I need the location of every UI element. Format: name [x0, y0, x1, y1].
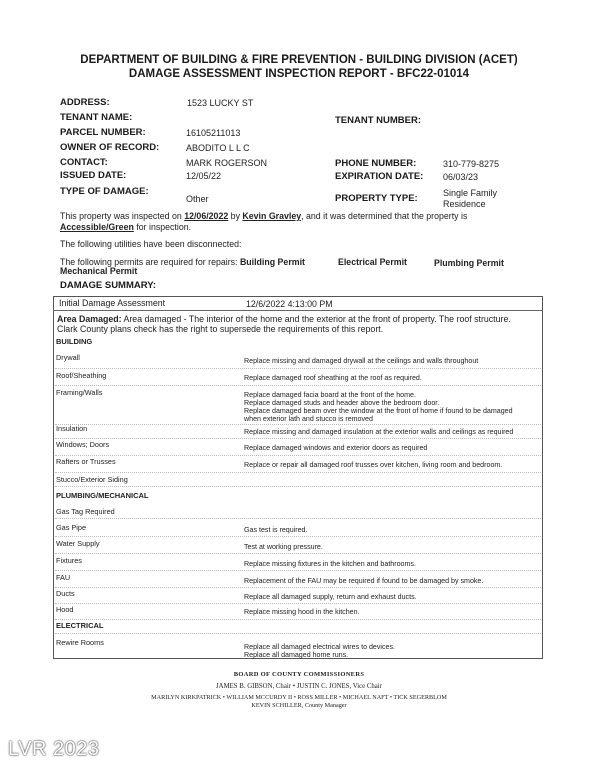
row-water-supply-desc: Test at working pressure. [244, 543, 323, 551]
row-roof-label: Roof/Sheathing [56, 371, 107, 380]
section-plumbing-mechanical: PLUMBING/MECHANICAL [56, 491, 149, 500]
assessment-datetime: 12/6/2022 4:13:00 PM [246, 299, 333, 309]
row-framing-desc-2: Replace damaged studs and header above the bedroom door. [244, 399, 440, 407]
row-fau-desc: Replacement of the FAU may be required if found to be damaged by smoke. [244, 577, 484, 585]
inspector-name: Kevin Gravley [242, 211, 302, 221]
parcel-number-value: 16105211013 [186, 128, 241, 138]
report-title-inspection: DAMAGE ASSESSMENT INSPECTION REPORT - BFC22-01014 [128, 68, 470, 80]
report-title-department: DEPARTMENT OF BUILDING & FIRE PREVENTION - BUILDING DIVISION (ACET) [80, 54, 518, 66]
row-water-supply-label: Water Supply [56, 539, 100, 548]
permits-intro: The following permits are required for repairs: Building Permit [60, 257, 305, 267]
row-hood-label: Hood [56, 605, 74, 614]
mechanical-permit: Mechanical Permit [60, 266, 138, 276]
row-rafters-desc: Replace or repair all damaged roof trusses over kitchen, living room and bedroom. [244, 461, 503, 469]
issued-date-value: 12/05/22 [186, 171, 222, 181]
parcel-number-label: PARCEL NUMBER: [60, 127, 146, 138]
phone-label: PHONE NUMBER: [335, 158, 417, 169]
row-fixtures-desc: Replace missing fixtures in the kitchen and bathrooms. [244, 560, 416, 568]
tenant-name-label: TENANT NAME: [60, 112, 133, 123]
expiration-date-label: EXPIRATION DATE: [335, 171, 424, 182]
row-rewire-desc-2: Replace all damaged home runs. [244, 651, 349, 659]
row-ducts-label: Ducts [56, 589, 75, 598]
inspection-status: Accessible/Green [60, 222, 134, 232]
owner-value: ABODITO L L C [186, 143, 250, 153]
row-gas-pipe-desc: Gas test is required. [244, 526, 308, 534]
row-drywall-desc: Replace missing and damaged drywall at the ceilings and walls throughout [244, 357, 479, 365]
issued-date-label: ISSUED DATE: [60, 170, 127, 181]
row-hood-desc: Replace missing hood in the kitchen. [244, 608, 360, 616]
inspection-statement: This property was inspected on 12/06/2022 by Kevin Gravley, and it was determined that the property is [60, 211, 468, 221]
inspection-date: 12/06/2022 [184, 211, 229, 221]
inspection-status-line: Accessible/Green for inspection. [60, 222, 192, 232]
electrical-permit: Electrical Permit [338, 257, 407, 267]
phone-value: 310-779-8275 [443, 159, 500, 169]
row-windows-desc: Replace damaged windows and exterior doors as required [244, 444, 428, 452]
area-damaged-text: Area Damaged: Area damaged - The interior of the home and the exterior at the front of property. The roof structure. [57, 314, 511, 324]
row-fau-label: FAU [56, 573, 71, 582]
row-gas-pipe-label: Gas Pipe [56, 523, 87, 532]
owner-label: OWNER OF RECORD: [60, 142, 160, 153]
watermark-text: LVR 2023 [8, 738, 100, 760]
contact-value: MARK ROGERSON [186, 158, 268, 168]
row-framing-desc-4: when exterior lath and stucco is removed [244, 415, 373, 423]
building-permit: Building Permit [239, 257, 305, 267]
section-electrical: ELECTRICAL [56, 621, 104, 630]
row-insulation-label: Insulation [56, 424, 88, 433]
row-framing-desc-1: Replace damaged facia board at the front of the home. [244, 391, 416, 399]
row-framing-label: Framing/Walls [56, 388, 103, 397]
row-drywall-label: Drywall [56, 353, 80, 362]
row-fixtures-label: Fixtures [56, 556, 82, 565]
footer-chair-line: JAMES B. GIBSON, Chair • JUSTIN C. JONES, Vice Chair [216, 683, 382, 690]
damage-type-label: TYPE OF DAMAGE: [60, 186, 149, 197]
row-roof-desc: Replace damaged roof sheathing at the roof as required. [244, 374, 422, 382]
contact-label: CONTACT: [60, 157, 108, 168]
property-type-label: PROPERTY TYPE: [335, 193, 418, 204]
row-insulation-desc: Replace missing and damaged insulation at the exterior walls and ceilings as required [244, 428, 514, 436]
row-stucco-label: Stucco/Exterior Siding [56, 475, 128, 484]
plans-check-text: Clark County plans check has the right to supersede the requirements of this report. [57, 324, 384, 334]
tenant-number-label: TENANT NUMBER: [335, 115, 422, 126]
utilities-text: The following utilities have been disconnected: [60, 239, 242, 249]
row-ducts-desc: Replace all damaged supply, return and exhaust ducts. [244, 593, 417, 601]
table-divider [53, 310, 543, 311]
row-rewire-desc-1: Replace all damaged electrical wires to devices. [244, 643, 396, 651]
address-label: ADDRESS: [60, 97, 110, 108]
footer-manager-line: KEVIN SCHILLER, County Manager [251, 702, 347, 709]
section-building: BUILDING [56, 337, 93, 346]
address-value: 1523 LUCKY ST [187, 98, 254, 108]
damage-summary-label: DAMAGE SUMMARY: [60, 280, 157, 291]
row-gas-tag-label: Gas Tag Required [56, 507, 115, 516]
row-rafters-label: Rafters or Trusses [56, 457, 116, 466]
footer-commissioners-line: MARILYN KIRKPATRICK • WILLIAM MCCURDY II • ROSS MILLER • MICHAEL NAFT • TICK SEGERBLOM [151, 694, 447, 701]
row-windows-label: Windows; Doors [56, 440, 110, 449]
damage-type-value: Other [186, 194, 209, 204]
property-type-value-line2: Residence [443, 199, 486, 209]
property-type-value-line1: Single Family [443, 188, 498, 198]
assessment-title: Initial Damage Assessment [59, 298, 166, 308]
footer-board: BOARD OF COUNTY COMMISSIONERS [233, 671, 365, 678]
row-rewire-label: Rewire Rooms [56, 638, 104, 647]
expiration-date-value: 06/03/23 [443, 172, 479, 182]
plumbing-permit: Plumbing Permit [434, 258, 504, 268]
row-framing-desc-3: Replace damaged beam over the window at the front of home if found to be damaged [244, 407, 513, 415]
